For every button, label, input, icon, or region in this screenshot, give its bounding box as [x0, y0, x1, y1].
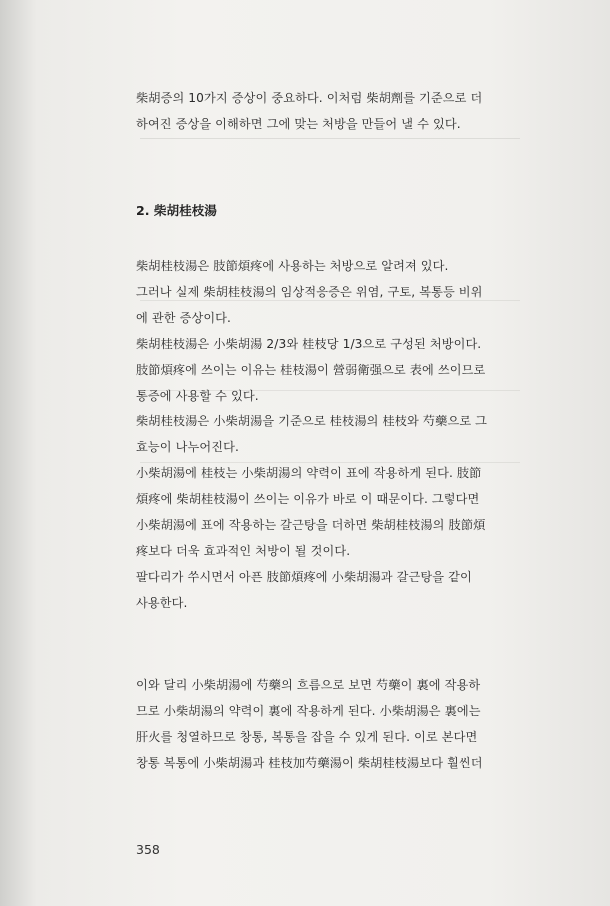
- text-line: 므로 小柴胡湯의 약력이 裏에 작용하게 된다. 小柴胡湯은 裏에는: [136, 703, 481, 718]
- text-line: 그러나 실제 柴胡桂枝湯의 임상적응증은 위염, 구토, 복통등 비위: [136, 284, 483, 299]
- section-heading: 2. 柴胡桂枝湯: [136, 203, 217, 218]
- text-line: 팔다리가 쑤시면서 아픈 肢節煩疼에 小柴胡湯과 갈근탕을 같이: [136, 569, 472, 584]
- text-line: 肢節煩疼에 쓰이는 이유는 桂枝湯이 營弱衛强으로 表에 쓰이므로: [136, 362, 486, 377]
- body-paragraph-2: [136, 673, 526, 777]
- text-line: 煩疼에 柴胡桂枝湯이 쓰이는 이유가 바로 이 때문이다. 그렇다면: [136, 492, 480, 507]
- text-line: 창통 복통에 小柴胡湯과 桂枝加芍藥湯이 柴胡桂枝湯보다 훨씬더: [136, 755, 483, 770]
- text-line: 柴胡桂枝湯은 小柴胡湯 2/3와 桂枝당 1/3으로 구성된 처방이다.: [136, 336, 482, 351]
- text-line: 柴胡桂枝湯은 肢節煩疼에 사용하는 처방으로 알려져 있다.: [136, 259, 449, 273]
- text-line: 사용한다.: [136, 595, 188, 610]
- body-paragraphs: [136, 254, 526, 617]
- text-line: 小柴胡湯에 桂枝는 小柴胡湯의 약력이 표에 작용하게 된다. 肢節: [136, 466, 482, 481]
- text-line: 疼보다 더욱 효과적인 처방이 될 것이다.: [136, 543, 351, 558]
- text-line: 하여진 증상을 이해하면 그에 맞는 처방을 만들어 낼 수 있다.: [136, 116, 461, 131]
- text-line: 柴胡桂枝湯은 小柴胡湯을 기준으로 桂枝湯의 桂枝와 芍藥으로 그: [136, 414, 488, 429]
- text-line: 효능이 나누어진다.: [136, 440, 239, 455]
- text-line: 통증에 사용할 수 있다.: [136, 388, 259, 403]
- intro-paragraph: [136, 86, 526, 138]
- text-line: 柴胡증의 10가지 증상이 중요하다. 이처럼 柴胡劑를 기준으로 더: [136, 91, 483, 105]
- text-line: 이와 달리 小柴胡湯에 芍藥의 흐름으로 보면 芍藥이 裏에 작용하: [136, 678, 481, 692]
- text-line: 에 관한 증상이다.: [136, 310, 232, 325]
- text-line: 肝火를 청열하므로 창통, 복통을 잡을 수 있게 된다. 이로 본다면: [136, 729, 478, 744]
- text-line: 小柴胡湯에 표에 작용하는 갈근탕을 더하면 柴胡桂枝湯의 肢節煩: [136, 518, 486, 533]
- page-number: 358: [136, 842, 160, 857]
